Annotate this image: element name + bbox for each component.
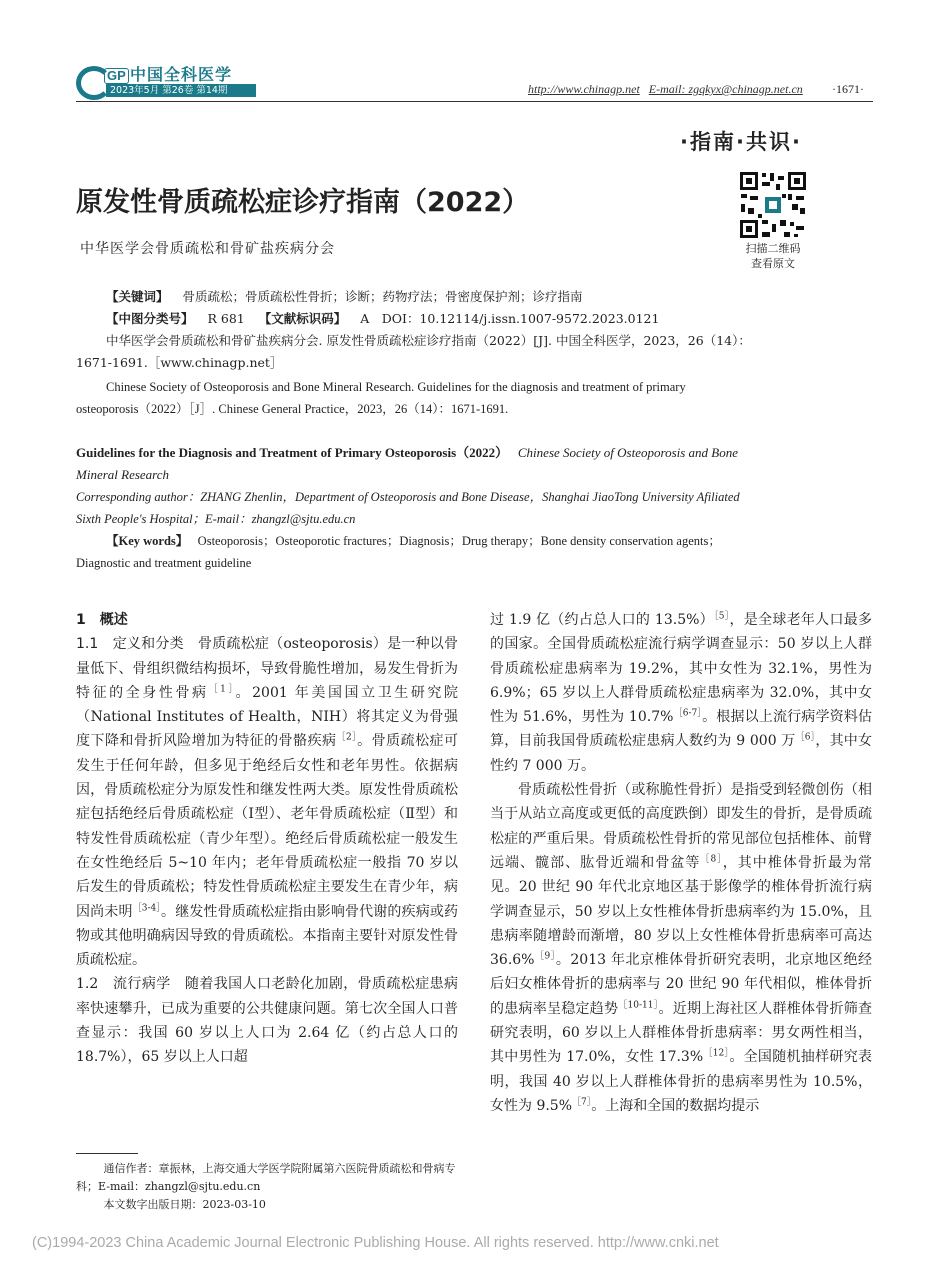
journal-email[interactable]: E-mail: zgqkyx@chinagp.net.cn: [648, 82, 803, 96]
classification-line: [76, 308, 873, 330]
footnote-date: 本文数字出版日期：2023-03-10: [103, 1198, 266, 1211]
citation-en-line2: osteoporosis（2022）［J］. Chinese General Practice，2023，26（14）：1671-1691.: [76, 402, 509, 416]
paragraph-definition: [76, 632, 458, 972]
citation-ref[interactable]: ［8］: [700, 854, 723, 865]
subsection-1-1: 1.1 定义和分类: [76, 636, 199, 653]
text: 。骨质疏松症可发生于任何年龄，但多见于绝经后女性和老年男性。依据病因，骨质疏松症分为原发性和继发性两大类。原发性骨质疏松症包括绝经后骨质疏松症（Ⅰ型）、老年骨质疏松症（Ⅱ型）和特发性骨质疏松症（青少年型）。绝经后骨质疏松症一般发生在女性绝经后 5~10 年内；老年骨质疏松症一般指 70 岁以后发生的骨质疏松；特发性骨质疏松症主要发生在青少年，病因尚未明: [76, 733, 459, 920]
keywords-text: 骨质疏松；骨质疏松性骨折；诊断；药物疗法；骨密度保护剂；诊疗指南: [182, 289, 583, 304]
clc-label: 【中图分类号】: [106, 311, 194, 326]
citation-ref[interactable]: ［6］: [795, 732, 816, 743]
footnote-corresponding: 通信作者：章振林，上海交通大学医学院附属第六医院骨质疏松和骨病专科；E-mail：zhangzl@sjtu.edu.cn: [76, 1162, 456, 1193]
paragraph-epidemiology: [76, 972, 458, 1069]
header-contact: [528, 82, 803, 97]
copyright-watermark: (C)1994-2023 China Academic Journal Electronic Publishing House. All rights reserved. http://www.cnki.net: [32, 1235, 719, 1251]
citation-ref[interactable]: ［5］: [713, 611, 730, 622]
citation-ref[interactable]: ［12］: [703, 1048, 730, 1059]
citation-ref[interactable]: ［1］: [208, 684, 236, 695]
english-title: Guidelines for the Diagnosis and Treatment of Primary Osteoporosis（2022）: [76, 445, 509, 460]
text: 。全国随机抽样研究表明，我国 40 岁以上人群椎体骨折的患病率男性为 10.5%，女性为 9.5%: [490, 1049, 873, 1114]
citation-cn: [76, 330, 873, 374]
citation-ref[interactable]: ［7］: [572, 1097, 592, 1108]
clc-value: R 681: [207, 311, 245, 326]
text: ，其中女性约 7 000 万。: [490, 733, 873, 774]
text: 。继发性骨质疏松症指由影响骨代谢的疾病或药物或其他明确病因导致的骨质疏松。本指南主要针对原发性骨质疏松症。: [76, 903, 459, 969]
citation-ref[interactable]: ［3-4］: [132, 902, 162, 913]
citation-ref[interactable]: ［2］: [336, 732, 358, 743]
text: 。2001 年美国国立卫生研究院（National Institutes of Health，NIH）将其定义为骨强度下降和骨折风险增加为特征的骨骼疾病: [76, 684, 458, 750]
text: 过 1.9 亿（约占总人口的 13.5%）: [490, 612, 714, 628]
body-left-column: [76, 608, 458, 1070]
journal-url-link[interactable]: http://www.chinagp.net: [528, 82, 640, 96]
article-authors: 中华医学会骨质疏松和骨矿盐疾病分会: [80, 241, 335, 257]
text: 。2013 年北京椎体骨折研究表明，北京地区绝经后妇女椎体骨折的患病率与 20 世纪 90 年代相似，椎体骨折的患病率呈稳定趋势: [490, 952, 873, 1017]
doc-value: A DOI：10.12114/j.issn.1007-9572.2023.0121: [360, 311, 660, 326]
keywords-en-label: 【Key words】: [106, 534, 189, 548]
keywords-label: 【关键词】: [106, 289, 169, 304]
qr-code-icon[interactable]: [738, 170, 808, 240]
header-divider: [76, 101, 873, 102]
page-number: ·1671·: [832, 82, 864, 96]
citation-en-line1: Chinese Society of Osteoporosis and Bone Mineral Research. Guidelines for the diagnosis and treatment of primary: [106, 380, 686, 394]
text: 骨质疏松性骨折（或称脆性骨折）是指受到轻微创伤（相当于从站立高度或更低的高度跌倒）即发生的骨折，是骨质疏松症的严重后果。骨质疏松性骨折的常见部位包括椎体、前臂远端、髋部、肱骨近端和骨盆等: [490, 782, 872, 871]
text: 。近期上海社区人群椎体骨折筛查研究表明，60 岁以上人群椎体骨折患病率：男女两性相当，其中男性为 17.0%，女性 17.3%: [490, 1000, 873, 1066]
text: 。上海和全国的数据均提示: [591, 1097, 760, 1114]
citation-ref[interactable]: ［10-11］: [618, 1000, 659, 1011]
subsection-1-2: 1.2 流行病学: [76, 976, 185, 993]
english-society-cont: Mineral Research: [76, 467, 170, 482]
corresponding-author-en: [76, 486, 873, 530]
english-title-block: [76, 442, 873, 486]
citation-ref[interactable]: ［9］: [534, 951, 556, 962]
paragraph-epidemiology-cont: [490, 608, 872, 778]
text: 。根据以上流行病学资料估算，目前我国骨质疏松症患病人数约为 9 000 万: [490, 709, 872, 750]
text: 随着我国人口老龄化加剧，骨质疏松症患病率快速攀升，已成为重要的公共健康问题。第七次全国人口普查显示：我国 60 岁以上人口为 2.64 亿（约占总人口的 18.7%），65 岁以上人口超: [76, 976, 459, 1066]
doc-label: 【文献标识码】: [258, 311, 347, 326]
logo-journal-name: 中国全科医学: [130, 65, 233, 84]
keywords-line: [76, 286, 873, 308]
english-society: Chinese Society of Osteoporosis and Bone: [517, 445, 739, 460]
logo-gp: GP: [104, 68, 129, 84]
paragraph-fracture: [490, 778, 872, 1118]
keywords-en: [76, 530, 873, 574]
qr-label-line1: 扫描二维码: [745, 242, 801, 255]
body-right-column: [490, 608, 872, 1118]
keywords-en-text: Osteoporosis；Osteoporotic fractures；Diagnosis；Drug therapy；Bone density conservation agents；: [197, 534, 721, 548]
citation-cn-line1: 中华医学会骨质疏松和骨矿盐疾病分会. 原发性骨质疏松症诊疗指南（2022）[J]. 中国全科医学，2023，26（14）：: [106, 333, 751, 348]
footnote-divider: [76, 1153, 138, 1154]
journal-logo: [76, 66, 258, 100]
logo-issue-bar: 2023年5月 第26卷 第14期: [106, 84, 256, 97]
qr-label-line2: 查看原文: [751, 257, 795, 270]
citation-cn-line2: 1671-1691.［www.chinagp.net］: [76, 355, 283, 370]
text: 骨质疏松症（osteoporosis）是一种以骨量低下、骨组织微结构损坏，导致骨脆性增加，易发生骨折为特征的全身性骨病: [76, 636, 459, 701]
qr-label: [732, 241, 814, 271]
corr-en-line2: Sixth People's Hospital；E-mail：zhangzl@sjtu.edu.cn: [76, 512, 356, 526]
citation-en: [76, 376, 873, 420]
section-heading: 1 概述: [76, 612, 128, 628]
keywords-en-line2: Diagnostic and treatment guideline: [76, 556, 252, 570]
citation-ref[interactable]: ［6-7］: [673, 708, 703, 719]
text: ，其中椎体骨折最为常见。20 世纪 90 年代北京地区基于影像学的椎体骨折流行病学调查显示，50 岁以上女性椎体骨折患病率约为 15.0%，且患病率随增龄而渐增，80 岁以上女性椎体骨折患病率可高达 36.6%: [490, 854, 873, 969]
text: ，是全球老年人口最多的国家。全国骨质疏松症流行病学调查显示：50 岁以上人群骨质疏松症患病率为 19.2%，其中女性为 32.1%，男性为 6.9%；65 岁以上人群骨质疏松症患病率为 32.0%，其中女性为 51.6%，男性为 10.7%: [490, 612, 872, 726]
corr-en-line1: Corresponding author：ZHANG Zhenlin，Department of Osteoporosis and Bone Disease，Shanghai JiaoTong University Afiliated: [76, 490, 740, 504]
footnote: [76, 1160, 460, 1214]
article-title: 原发性骨质疏松症诊疗指南（2022）: [76, 187, 530, 218]
section-tag: ·指南·共识·: [680, 130, 802, 154]
